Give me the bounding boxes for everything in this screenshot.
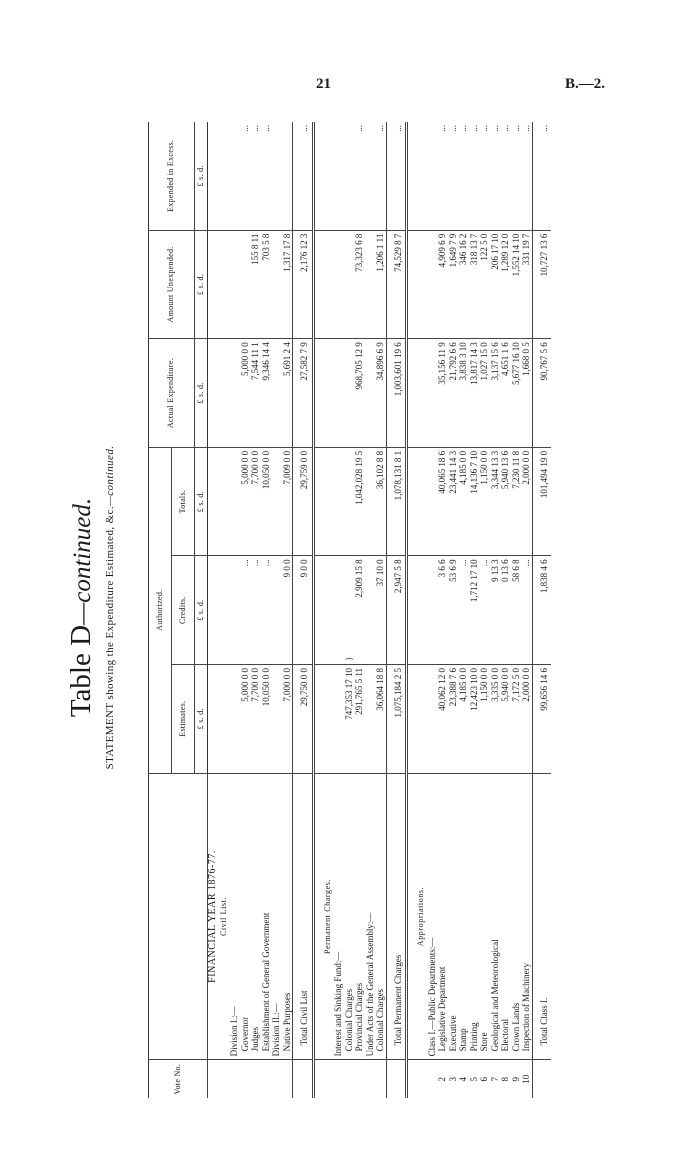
cell-actual: 5,000 0 0	[240, 339, 251, 448]
row-label: Judges	[250, 773, 261, 1060]
lsd-credits: £ s. d.	[195, 556, 208, 665]
cell-excess: ...	[532, 122, 551, 230]
cell-unexpended: 318 13 7	[469, 230, 480, 339]
vote-number: 7	[490, 1060, 501, 1098]
table-row	[521, 122, 532, 1098]
cell-estimates: 7,000 0 0	[282, 664, 293, 773]
cell-credits: ...	[458, 556, 469, 665]
cell-unexpended: 1,552 14 10	[511, 230, 522, 339]
row-label: Legislative Department	[437, 773, 448, 1060]
table-title	[65, 105, 98, 1110]
row-label: Inspection of Machinery	[521, 773, 532, 1060]
cell-estimates: 291,765 5 11	[354, 664, 365, 773]
class-label: Class I.—Public Departments:—	[427, 773, 438, 1060]
appropriations-heading: Appropriations.	[407, 773, 427, 1060]
row-label: Colonial Charges	[375, 773, 386, 1060]
vote-number: 10	[521, 1060, 532, 1098]
row-label: Establishment of General Government	[261, 773, 272, 1060]
table-row	[469, 122, 480, 1098]
cell-credits: 3 6 6	[437, 556, 448, 665]
row-label: Total Civil List	[293, 773, 314, 1060]
row-label: Store	[479, 773, 490, 1060]
row-label: Governor	[240, 773, 251, 1060]
cell-credits: 2,947 5 8	[386, 556, 407, 665]
cell-actual: 3,838 3 10	[458, 339, 469, 448]
cell-excess: ...	[375, 125, 385, 132]
table-row	[479, 122, 490, 1098]
cell-totals: 23,441 14 3	[448, 447, 459, 556]
row-label: Crown Lands	[511, 773, 522, 1060]
row-label: Colonial Charges	[344, 773, 355, 1060]
cell-excess: ...	[479, 125, 489, 132]
cell-actual: 1,668 0 5	[521, 339, 532, 448]
title-main: Table D	[65, 624, 97, 718]
cell-estimates: 1,075,184 2 5	[386, 664, 407, 773]
cell-totals: 7,700 0 0	[250, 447, 261, 556]
subtitle-continued: —continued.	[104, 445, 116, 506]
cell-estimates: 99,656 14 6	[532, 664, 551, 773]
cell-actual: 5,691 2 4	[282, 339, 293, 448]
table-row	[271, 122, 282, 1098]
table-row	[448, 122, 459, 1098]
section-row	[219, 122, 230, 1098]
lsd-excess: £ s. d.	[195, 122, 208, 230]
table-row	[344, 122, 355, 1098]
cell-excess: ...	[260, 125, 271, 132]
table-row	[261, 122, 272, 1098]
cell-credits: 2,909 15 8	[354, 556, 365, 665]
cell-credits: 9 13 3	[490, 556, 501, 665]
cell-estimates: 2,000 0 0	[521, 664, 532, 773]
cell-totals: 7,230 11 8	[511, 447, 522, 556]
cell-totals: 10,050 0 0	[261, 447, 272, 556]
table-row	[458, 122, 469, 1098]
brace: }	[344, 556, 355, 665]
cell-estimates: 23,388 7 6	[448, 664, 459, 773]
cell-excess: ...	[250, 125, 260, 132]
division-label: Division I.:—	[229, 773, 240, 1060]
total-row	[293, 122, 314, 1098]
group-label: Under Acts of the General Assembly:—	[365, 773, 376, 1060]
cell-totals: 5,000 0 0	[240, 447, 251, 556]
cell-estimates: 747,353 17 10	[344, 664, 355, 773]
cell-credits: 0 13 6	[500, 556, 511, 665]
header-actual: Actual Expenditure.	[149, 339, 195, 448]
cell-unexpended: 74,529 8 7	[386, 230, 407, 339]
vote-number: 5	[469, 1060, 480, 1098]
section-row	[208, 122, 219, 1098]
table-row	[229, 122, 240, 1098]
header-totals: Totals.	[172, 447, 195, 556]
header-unexpended: Amount Unexpended.	[149, 230, 195, 339]
cell-credits: 58 6 8	[511, 556, 522, 665]
table-row	[511, 122, 522, 1098]
cell-excess: ...	[458, 125, 468, 132]
header-estimates: Estimates.	[172, 664, 195, 773]
cell-credits: ...	[240, 556, 251, 665]
table-row	[282, 122, 293, 1098]
lsd-totals: £ s. d.	[195, 447, 208, 556]
cell-actual: 34,896 6 9	[375, 339, 386, 448]
cell-unexpended: 10,727 13 6	[532, 230, 551, 339]
cell-estimates: 29,750 0 0	[293, 664, 314, 773]
cell-unexpended: 73,323 6 8	[354, 230, 365, 339]
table-subtitle	[104, 105, 116, 1110]
rotated-content	[60, 105, 600, 1110]
cell-estimates: 7,172 5 0	[511, 664, 522, 773]
cell-actual: 5,677 16 10	[511, 339, 522, 448]
cell-excess: ...	[468, 125, 479, 132]
cell-totals: 4,185 0 0	[458, 447, 469, 556]
cell-estimates: 36,064 18 8	[375, 664, 386, 773]
cell-unexpended: 4,909 6 9	[437, 230, 448, 339]
cell-credits: ...	[479, 556, 490, 665]
cell-credits: 1,838 4 6	[532, 556, 551, 665]
vote-number: 6	[479, 1060, 490, 1098]
row-label: Total Class I.	[532, 773, 551, 1060]
cell-unexpended: 1,289 12 0	[500, 230, 511, 339]
row-label: Geological and Meteorological	[490, 773, 501, 1060]
cell-credits: 9 0 0	[293, 556, 314, 665]
cell-actual: 35,156 11 9	[437, 339, 448, 448]
cell-credits: 53 6 9	[448, 556, 459, 665]
table-row	[375, 122, 386, 1098]
cell-excess: ...	[521, 125, 531, 132]
cell-credits: 1,712 17 10	[469, 556, 480, 665]
lsd-estimates: £ s. d.	[195, 664, 208, 773]
cell-estimates: 4,185 0 0	[458, 664, 469, 773]
table-row	[500, 122, 511, 1098]
cell-unexpended: 122 5 0	[479, 230, 490, 339]
group-label: Interest and Sinking Fund:—	[333, 773, 344, 1060]
division-label: Division II.:—	[271, 773, 282, 1060]
cell-credits: ...	[250, 556, 261, 665]
table-row	[365, 122, 376, 1098]
cell-totals: 101,494 19 0	[532, 447, 551, 556]
cell-excess: ...	[489, 125, 500, 132]
cell-estimates: 10,050 0 0	[261, 664, 272, 773]
cell-actual: 13,817 14 3	[469, 339, 480, 448]
header-excess: Expended in Excess.	[149, 122, 195, 230]
cell-totals: 1,150 0 0	[479, 447, 490, 556]
permanent-charges-heading: Permanent Charges.	[313, 773, 333, 1060]
row-label: Printing	[469, 773, 480, 1060]
lsd-actual: £ s. d.	[195, 339, 208, 448]
cell-excess: ...	[447, 125, 458, 132]
cell-excess: ...	[510, 125, 521, 132]
table-row	[333, 122, 344, 1098]
cell-unexpended: 346 16 2	[458, 230, 469, 339]
cell-actual: 1,003,601 19 6	[386, 339, 407, 448]
table-row	[437, 122, 448, 1098]
total-row	[532, 122, 551, 1098]
cell-actual: 7,544 11 1	[250, 339, 261, 448]
vote-number: 9	[511, 1060, 522, 1098]
cell-totals: 1,042,028 19 5	[354, 447, 365, 556]
cell-unexpended: 331 19 7	[521, 230, 532, 339]
vote-number: 8	[500, 1060, 511, 1098]
section-row	[407, 122, 427, 1098]
vote-number: 4	[458, 1060, 469, 1098]
cell-estimates: 40,062 12 0	[437, 664, 448, 773]
title-continued: —continued.	[69, 497, 96, 625]
total-row	[386, 122, 407, 1098]
statement-table	[148, 122, 551, 1098]
cell-actual: 27,582 7 9	[293, 339, 314, 448]
cell-actual: 90,767 5 6	[532, 339, 551, 448]
cell-excess: ...	[500, 125, 510, 132]
rotated-table-area	[60, 105, 600, 1110]
row-label: Executive	[448, 773, 459, 1060]
cell-actual: 3,137 15 6	[490, 339, 501, 448]
cell-totals: 5,940 13 6	[500, 447, 511, 556]
cell-estimates: 12,423 10 0	[469, 664, 480, 773]
cell-unexpended: 206 17 10	[490, 230, 501, 339]
cell-unexpended: 2,176 12 3	[293, 230, 314, 339]
cell-unexpended: 703 5 8	[261, 230, 272, 339]
cell-totals: 14,136 7 10	[469, 447, 480, 556]
vote-number: 2	[437, 1060, 448, 1098]
cell-unexpended: 155 8 11	[250, 230, 261, 339]
header-authorized: Authorized.	[149, 447, 172, 773]
vote-number: 3	[448, 1060, 459, 1098]
header-credits: Credits.	[172, 556, 195, 665]
cell-totals: 3,344 13 3	[490, 447, 501, 556]
cell-totals: 36,102 8 8	[375, 447, 386, 556]
cell-actual: 4,651 1 6	[500, 339, 511, 448]
cell-actual: 1,027 15 0	[479, 339, 490, 448]
cell-totals: 7,009 0 0	[282, 447, 293, 556]
cell-estimates: 3,335 0 0	[490, 664, 501, 773]
lsd-unexpended: £ s. d.	[195, 230, 208, 339]
cell-excess: ...	[354, 125, 364, 132]
table-row	[250, 122, 261, 1098]
subtitle-main: STATEMENT showing the Expenditure Estimated, &c.	[104, 505, 116, 770]
cell-actual: 968,705 12 9	[354, 339, 365, 448]
cell-totals: 29,759 0 0	[293, 447, 314, 556]
cell-excess: ...	[386, 122, 407, 230]
financial-year-heading: FINANCIAL YEAR 1876-77.	[208, 773, 219, 1060]
cell-credits: 9 0 0	[282, 556, 293, 665]
header-description	[149, 773, 208, 1060]
cell-actual: 21,792 6 6	[448, 339, 459, 448]
row-label: Provincial Charges	[354, 773, 365, 1060]
table-row	[427, 122, 438, 1098]
cell-estimates: 5,940 0 0	[500, 664, 511, 773]
cell-excess: ...	[239, 125, 250, 132]
cell-credits: 37 10 0	[375, 556, 386, 665]
cell-actual: 9,346 14 4	[261, 339, 272, 448]
department-rows	[437, 122, 532, 1098]
section-row	[313, 122, 333, 1098]
header-vote-no: Vote No.	[149, 1060, 208, 1098]
row-label: Stamp	[458, 773, 469, 1060]
cell-credits: ...	[521, 556, 532, 665]
cell-credits: ...	[261, 556, 272, 665]
cell-estimates: 1,150 0 0	[479, 664, 490, 773]
cell-excess: ...	[293, 122, 314, 230]
document-reference: B.—2.	[565, 76, 606, 92]
cell-totals: 40,065 18 6	[437, 447, 448, 556]
row-label: Electoral	[500, 773, 511, 1060]
cell-totals: 2,000 0 0	[521, 447, 532, 556]
civil-list-heading: Civil List.	[219, 773, 230, 1060]
cell-excess: ...	[437, 125, 447, 132]
cell-unexpended: 1,317 17 8	[282, 230, 293, 339]
table-row	[240, 122, 251, 1098]
cell-unexpended: 1,206 1 11	[375, 230, 386, 339]
row-label: Total Permanent Charges	[386, 773, 407, 1060]
cell-estimates: 7,700 0 0	[250, 664, 261, 773]
cell-totals: 1,078,131 8 1	[386, 447, 407, 556]
cell-unexpended: 1,649 7 9	[448, 230, 459, 339]
page-number: 21	[316, 76, 331, 92]
row-label: Native Purposes	[282, 773, 293, 1060]
table-row	[354, 122, 365, 1098]
cell-estimates: 5,000 0 0	[240, 664, 251, 773]
table-row	[490, 122, 501, 1098]
